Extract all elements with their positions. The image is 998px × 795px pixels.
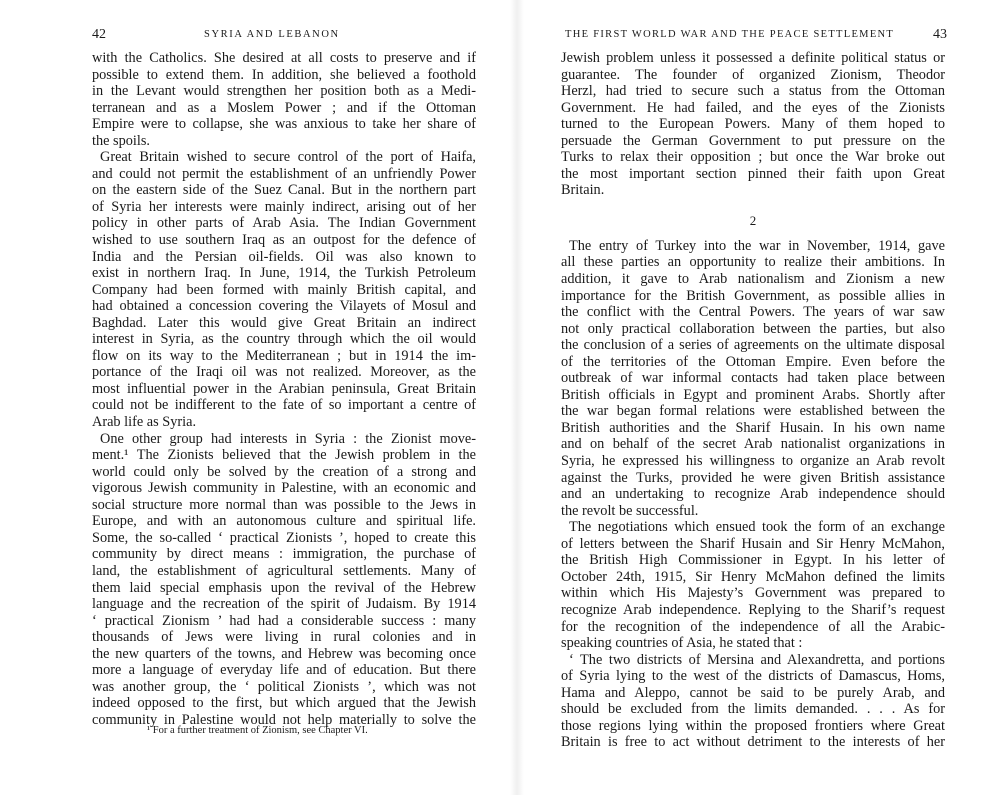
text-line: turned to the European Powers. Many of them hoped to <box>561 116 945 133</box>
text-line: the conflict with the Central Powers. The years of war saw <box>561 304 945 321</box>
text-line: the war began formal relations were established between the <box>561 403 945 420</box>
text-line: thousands of Jews were living in rural colonies and in <box>92 629 476 646</box>
text-line: community in Palestine would not help materially to solve the <box>92 711 476 728</box>
text-line: addition, it gave to Arab nationalism and Zionism a new <box>561 271 945 288</box>
text-line: should be excluded from the limits demanded. . . . As for <box>561 701 945 718</box>
text-line: outbreak of war informal contacts had taken place between <box>561 370 945 387</box>
text-line: India and the Persian oil-fields. Oil was also known to <box>92 248 476 265</box>
text-line: the new quarters of the towns, and Hebrew was becoming once <box>92 645 476 662</box>
text-line: on the eastern side of the Suez Canal. But in the northern part <box>92 182 476 199</box>
text-line: in the Levant would strengthen her position both as a Medi- <box>92 83 476 100</box>
text-line: them laid special emphasis upon the revival of the Hebrew <box>92 579 476 596</box>
text-line: the revolt be successful. <box>561 502 699 519</box>
text-line: persuade the German Government to put pressure on the <box>561 132 945 149</box>
text-line: wished to use southern Iraq as an outpost for the defence of <box>92 232 476 249</box>
footnote: ¹ For a further treatment of Zionism, see Chapter VI. <box>147 725 368 736</box>
text-line: portance of the Iraqi oil was not realized. Moreover, as the <box>92 364 476 381</box>
page-number: 42 <box>92 27 106 42</box>
book-gutter <box>510 0 524 795</box>
text-line: Hama and Aleppo, cannot be said to be purely Arab, and <box>561 684 945 701</box>
text-line: most influential power in the Arabian peninsula, Great Britain <box>92 380 476 397</box>
text-line: Great Britain wished to secure control of the port of Haifa, <box>100 149 476 166</box>
text-line: October 24th, 1915, Sir Henry McMahon defined the limits <box>561 568 945 585</box>
text-line: indeed opposed to the first, but which argued that the Jewish <box>92 695 476 712</box>
text-line: the spoils. <box>92 132 150 149</box>
text-line: more a language of everyday life and of education. But there <box>92 662 476 679</box>
text-line: of Syria lying to the west of the districts of Damascus, Homs, <box>561 668 945 685</box>
text-line: of Syria her interests were mainly indirect, arising out of her <box>92 198 476 215</box>
text-line: Baghdad. Later this would give Great Britain an indirect <box>92 314 476 331</box>
text-line: recognize Arab independence. Replying to the Sharif’s request <box>561 601 945 618</box>
text-line: for the recognition of the independence of all the Arabic- <box>561 618 945 635</box>
text-line: terranean and as a Moslem Power ; and if the Ottoman <box>92 99 476 116</box>
section-number: 2 <box>749 212 757 228</box>
right-page-text <box>561 50 945 751</box>
text-line: within which His Majesty’s Government was prepared to <box>561 585 945 602</box>
text-line: Turks to relax their opposition ; but once the War broke out <box>561 149 945 166</box>
text-line: social structure more normal than was possible to the Jews in <box>92 496 476 513</box>
text-line: language and the recreation of the spirit of Judaism. By 1914 <box>92 596 476 613</box>
text-line: the most important section pinned their faith upon Great <box>561 165 945 182</box>
text-line: British officials in Egypt and prominent Arabs. Shortly after <box>561 386 945 403</box>
text-line: exist in northern Iraq. In June, 1914, the Turkish Petroleum <box>92 265 476 282</box>
running-head: THE FIRST WORLD WAR AND THE PEACE SETTLEMENT <box>565 29 895 40</box>
text-line: possible to extend them. In addition, she believed a foothold <box>92 66 476 83</box>
text-line: Jewish problem unless it possessed a definite political status or <box>561 50 945 66</box>
text-line: had obtained a concession covering the Vilayets of Mosul and <box>92 298 476 315</box>
text-line: of letters between the Sharif Husain and Sir Henry McMahon, <box>561 535 945 552</box>
text-line: not only practical collaboration between the parties, but also <box>561 320 945 337</box>
right-page <box>561 0 945 795</box>
text-line: Empire were to collapse, she was anxious to take her share of <box>92 116 476 133</box>
text-line: The negotiations which ensued took the form of an exchange <box>569 519 945 536</box>
text-line: guarantee. The founder of organized Zionism, Theodor <box>561 66 945 83</box>
left-page-text <box>92 50 476 728</box>
text-line: interest in Syria, as the country through which the oil would <box>92 331 476 348</box>
text-line: importance for the British Government, as possible allies in <box>561 287 945 304</box>
left-page-header <box>92 29 476 47</box>
text-line: the British High Commissioner in Egypt. In his letter of <box>561 552 945 569</box>
text-line: Herzl, had tried to secure such a status from the Ottoman <box>561 83 945 100</box>
text-line: community by direct means : immigration, the purchase of <box>92 546 476 563</box>
text-line: Government. He had failed, and the eyes of the Zionists <box>561 99 945 116</box>
text-line: One other group had interests in Syria : the Zionist move- <box>100 430 476 447</box>
text-line: was another group, the ‘ political Zionists ’, which was not <box>92 678 476 695</box>
text-line: and on behalf of the secret Arab nationalist organizations in <box>561 436 945 453</box>
text-line: ‘ practical Zionism ’ had had a considerable success : many <box>92 612 476 629</box>
text-line: Company had been formed with mainly British capital, and <box>92 281 476 298</box>
text-line: all these parties an opportunity to realize their ambitions. In <box>561 254 945 271</box>
text-line: ment.¹ The Zionists believed that the Jewish problem in the <box>92 447 476 464</box>
text-line: flow on its way to the Mediterranean ; but in 1914 the im- <box>92 347 476 364</box>
text-line: Britain. <box>561 182 605 199</box>
text-line: and an undertaking to recognize Arab independence should <box>561 486 945 503</box>
text-line: land, the establishment of agricultural settlements. Many of <box>92 562 476 579</box>
text-line: ‘ The two districts of Mersina and Alexandretta, and portions <box>569 651 945 668</box>
text-line: vigorous Jewish community in Palestine, with an economic and <box>92 480 476 497</box>
text-line: the conclusion of a series of agreements on the ultimate disposal <box>561 337 945 354</box>
text-line: could not be indifferent to the fate of so important a centre of <box>92 397 476 414</box>
page-number: 43 <box>933 27 947 42</box>
text-line: British authorities and the Sharif Husain. In his own name <box>561 419 945 436</box>
text-line: Arab life as Syria. <box>92 414 197 431</box>
text-line: The entry of Turkey into the war in November, 1914, gave <box>569 237 945 254</box>
text-line: speaking countries of Asia, he stated that : <box>561 635 803 652</box>
text-line: those regions lying within the proposed frontiers where Great <box>561 717 945 734</box>
text-line: and could not permit the establishment of an unfriendly Power <box>92 165 476 182</box>
running-head: SYRIA AND LEBANON <box>204 29 340 40</box>
text-line: policy in other parts of Arab Asia. The Indian Government <box>92 215 476 232</box>
text-line: against the Turks, provided he were given British assistance <box>561 469 945 486</box>
left-page <box>92 0 476 795</box>
text-line: Some, the so-called ‘ practical Zionists ’, hoped to create this <box>92 529 476 546</box>
text-line: Syria, he expressed his willingness to organize an Arab revolt <box>561 453 945 470</box>
text-line: Britain is free to act without detriment to the interests of her <box>561 734 945 751</box>
text-line: of the territories of the Ottoman Empire. Even before the <box>561 353 945 370</box>
text-line: with the Catholics. She desired at all costs to preserve and if <box>92 50 476 66</box>
text-line: Europe, and with an autonomous culture and spiritual life. <box>92 513 476 530</box>
text-line: world could only be solved by the creation of a strong and <box>92 463 476 480</box>
right-page-header <box>561 29 945 47</box>
